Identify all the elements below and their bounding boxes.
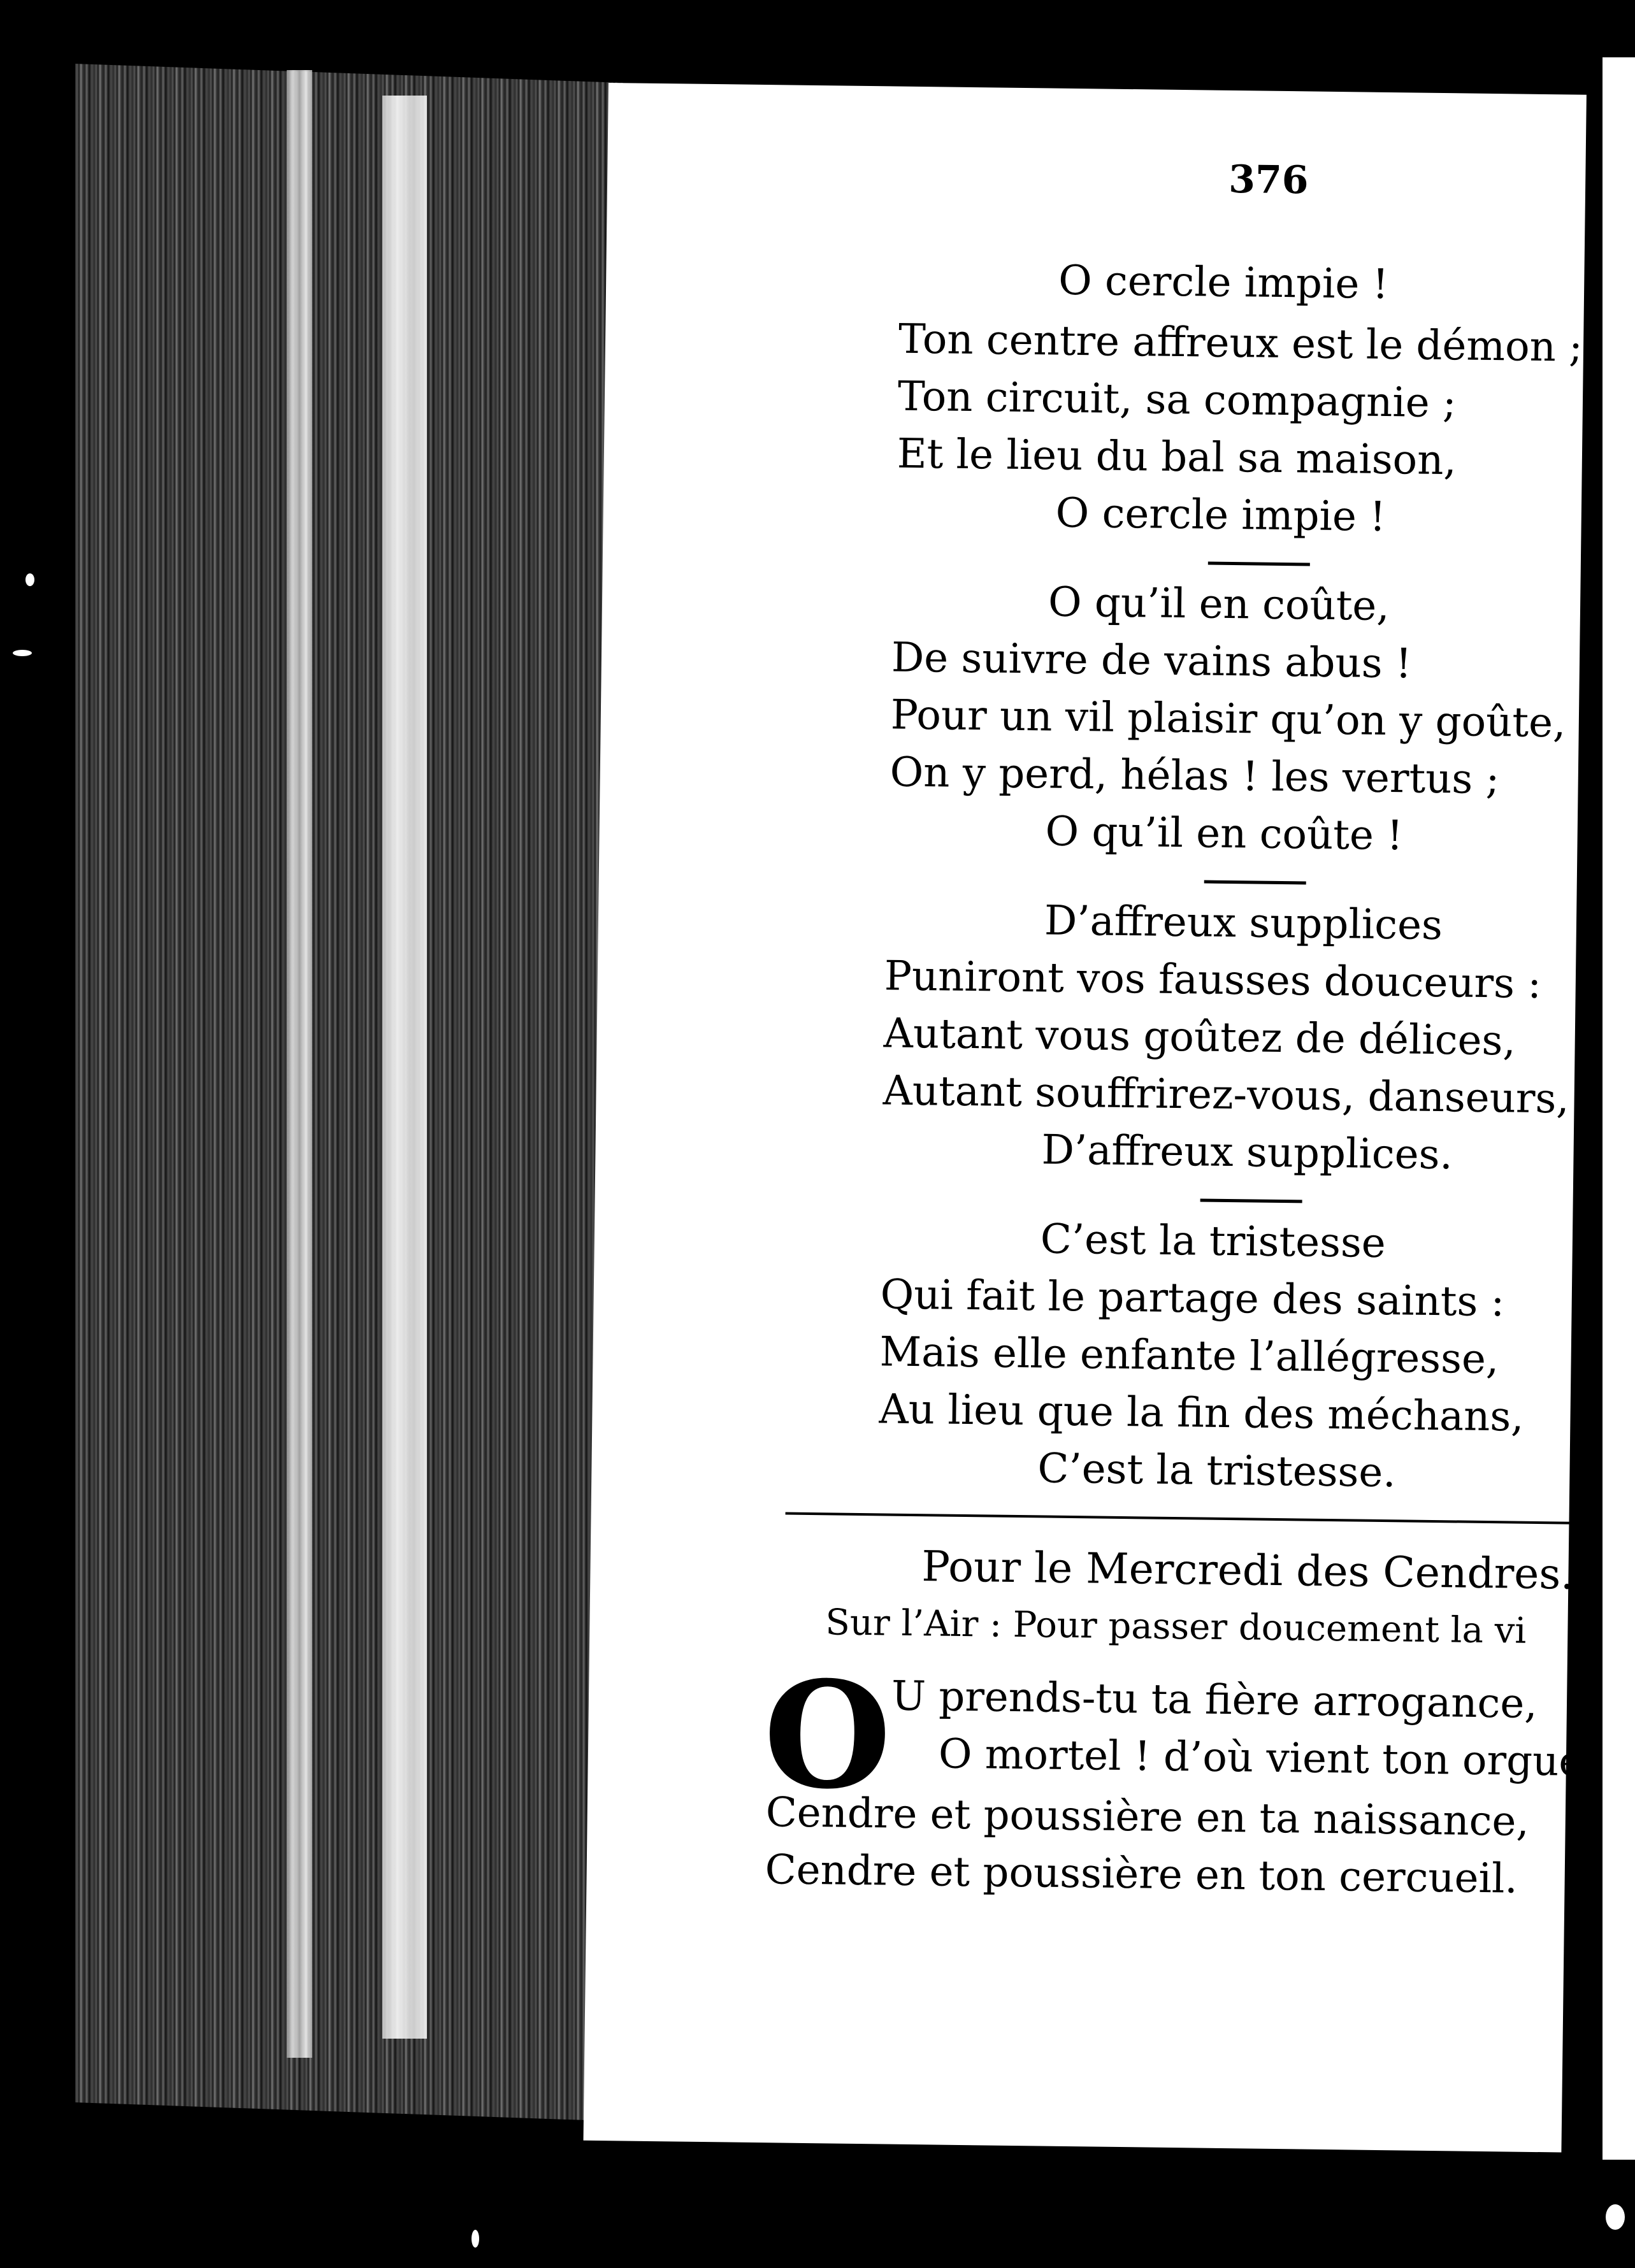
verse-line: Mais elle enfante l’allégresse, — [879, 1328, 1499, 1384]
verse-line: On y perd, hélas ! les vertus ; — [890, 749, 1500, 804]
verse-line: Cendre et poussière en ton cercueil. — [765, 1846, 1518, 1903]
verse-line: Ton circuit, sa compagnie ; — [897, 373, 1457, 427]
book-page-edges — [75, 64, 623, 2121]
verse-line: Au lieu que la fin des méchans, — [879, 1386, 1524, 1441]
verse-line: D’affreux supplices — [1044, 897, 1443, 950]
scan-speck — [25, 573, 34, 586]
verse-line: Autant vous goûtez de délices, — [883, 1010, 1516, 1065]
section-heading: Pour le Mercredi des Cendres. — [921, 1542, 1574, 1599]
scan-speck — [13, 650, 32, 656]
verse-line: C’est la tristesse — [1040, 1216, 1387, 1268]
verse-line: Et le lieu du bal sa maison, — [897, 430, 1457, 485]
book-page — [584, 83, 1587, 2153]
stanza-divider — [1200, 1198, 1302, 1203]
scan-speck — [472, 2230, 479, 2248]
verse-line: D’affreux supplices. — [1041, 1126, 1453, 1179]
verse-line: O mortel ! d’où vient ton orgue — [938, 1730, 1583, 1786]
verse-line: O qu’il en coûte ! — [1045, 808, 1404, 860]
stanza-divider — [1208, 562, 1310, 566]
facing-page-edge — [1603, 57, 1635, 2160]
page-number: 376 — [1228, 157, 1309, 203]
verse-line: O qu’il en coûte, — [1048, 578, 1390, 631]
verse-line: C’est la tristesse. — [1037, 1445, 1397, 1497]
verse-line: Cendre et poussière en ta naissance, — [765, 1789, 1530, 1846]
section-rule — [786, 1512, 1569, 1525]
verse-line: O cercle impie ! — [1058, 257, 1389, 308]
verse-line: De suivre de vains abus ! — [891, 634, 1413, 688]
tune-indication: Sur l’Air : Pour passer doucement la vi — [825, 1602, 1527, 1652]
verse-line: O cercle impie ! — [1055, 489, 1387, 541]
page-edge-highlight — [382, 96, 427, 2039]
verse-line: U prends-tu ta fière arrogance, — [891, 1672, 1538, 1728]
verse-line: Puniront vos fausses douceurs : — [884, 952, 1542, 1008]
verse-line: Autant souffrirez-vous, danseurs, — [882, 1067, 1570, 1123]
scan-speck — [1606, 2204, 1625, 2230]
verse-line: Pour un vil plaisir qu’on y goûte, — [890, 691, 1566, 747]
drop-cap: O — [762, 1649, 893, 1823]
verse-line: Ton centre affreux est le démon ; — [898, 315, 1583, 371]
stanza-divider — [1204, 880, 1306, 885]
page-edge-highlight — [287, 70, 312, 2058]
verse-line: Qui fait le partage des saints : — [880, 1271, 1505, 1326]
